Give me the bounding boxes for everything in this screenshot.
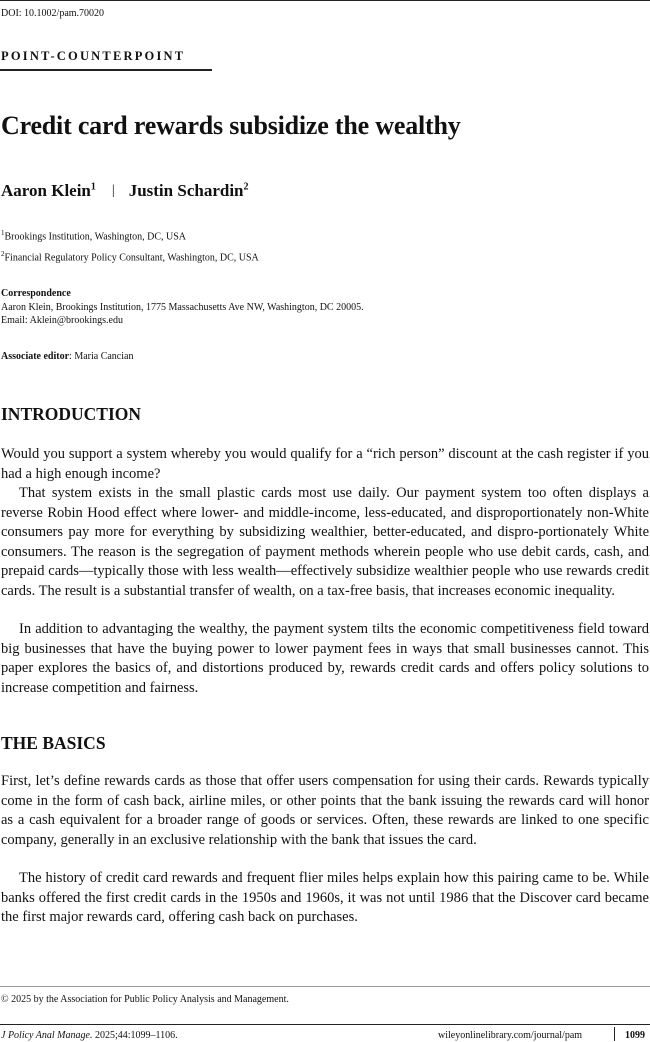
copyright-notice: © 2025 by the Association for Public Policy Analysis and Management.: [1, 994, 289, 1005]
article-title: Credit card rewards subsidize the wealthy: [1, 111, 461, 140]
affiliation-marker: 1: [1, 229, 5, 237]
author-name[interactable]: Aaron Klein: [1, 181, 91, 200]
author-name[interactable]: Justin Schardin: [128, 181, 244, 200]
section-tag-rule: [0, 69, 212, 71]
body-paragraph: The history of credit card rewards and frequent flier miles helps explain how this pairing came to be. While banks offered the first credit cards in the 1950s and 1960s, it was not until 1986 that the Discover card became the first major rewards card, offering cash back on purchases.: [1, 870, 649, 925]
associate-editor: [1, 350, 133, 364]
page-number: 1099: [625, 1030, 645, 1041]
footer-divider: [614, 1027, 615, 1041]
correspondence-email[interactable]: Email: Aklein@brookings.edu: [1, 315, 123, 326]
correspondence-block: [1, 287, 364, 328]
section-heading-the-basics: THE BASICS: [1, 733, 106, 753]
footer-rule: [0, 1024, 650, 1025]
author-affiliation-marker: 2: [243, 181, 249, 193]
body-paragraph: First, let’s define rewards cards as those that offer users compensation for using their cards. Rewards typically come in the form of cash back, airline miles, or other points that the bank issuing the rewards card will honor as a cash equivalent for a broader range of goods or services. Often, these rewards are linked to one specific company, generally in an exclusive relationship with the bank that issues the card.: [1, 773, 649, 848]
body-paragraph: In addition to advantaging the wealthy, the payment system tilts the economic competitiveness field toward big businesses that have the buying power to lower payment fees in ways that small businesses cannot. This paper explores the basics of, and distortions produced by, rewards credit cards and offers policy solutions to increase competition and fairness.: [1, 621, 649, 696]
associate-editor-name: : Maria Cancian: [69, 351, 134, 362]
affiliation-text: Financial Regulatory Policy Consultant, Washington, DC, USA: [4, 252, 259, 264]
affiliation-text: Brookings Institution, Washington, DC, USA: [4, 231, 187, 243]
correspondence-address: Aaron Klein, Brookings Institution, 1775 Massachusetts Ave NW, Washington, DC 20005.: [1, 301, 364, 313]
footnote-rule: [0, 986, 650, 987]
affiliation: [1, 250, 259, 263]
doi[interactable]: DOI: 10.1002/pam.70020: [1, 8, 105, 19]
author-affiliation-marker: 1: [90, 181, 96, 193]
section-tag: POINT-COUNTERPOINT: [1, 49, 186, 63]
author-separator: |: [111, 183, 115, 198]
journal-website-link[interactable]: wileyonlinelibrary.com/journal/pam: [438, 1030, 583, 1041]
section-heading-introduction: INTRODUCTION: [1, 404, 142, 424]
journal-name: J Policy Anal Manage.: [1, 1030, 93, 1041]
body-paragraph: Would you support a system whereby you would qualify for a “rich person” discount at the cash register if you had a high enough income?: [1, 446, 649, 482]
affiliation: [1, 229, 186, 242]
affiliation-marker: 2: [1, 250, 5, 258]
body-paragraph: That system exists in the small plastic cards most use daily. Our payment system too often displays a reverse Robin Hood effect where lower- and middle-income, less-educated, and disproportionately non-White consumers pay more for everything by subsidizing wealthier, better-educated, and dispro-portionately White consumers. The reason is the segregation of payment methods wherein people who use debit cards, cash, and prepaid cards—typically those with less wealth—effectively subsidize wealthier people who use rewards credit cards. The result is a substantial transfer of wealth, on a tax-free basis, that increases economic inequality.: [1, 485, 649, 599]
journal-citation: 2025;44:1099–1106.: [94, 1030, 178, 1041]
page-footer: [1, 1030, 649, 1041]
correspondence-label: Correspondence: [1, 288, 71, 299]
author-list: [1, 181, 249, 201]
top-rule: [0, 0, 650, 1]
associate-editor-label: Associate editor: [1, 351, 70, 362]
